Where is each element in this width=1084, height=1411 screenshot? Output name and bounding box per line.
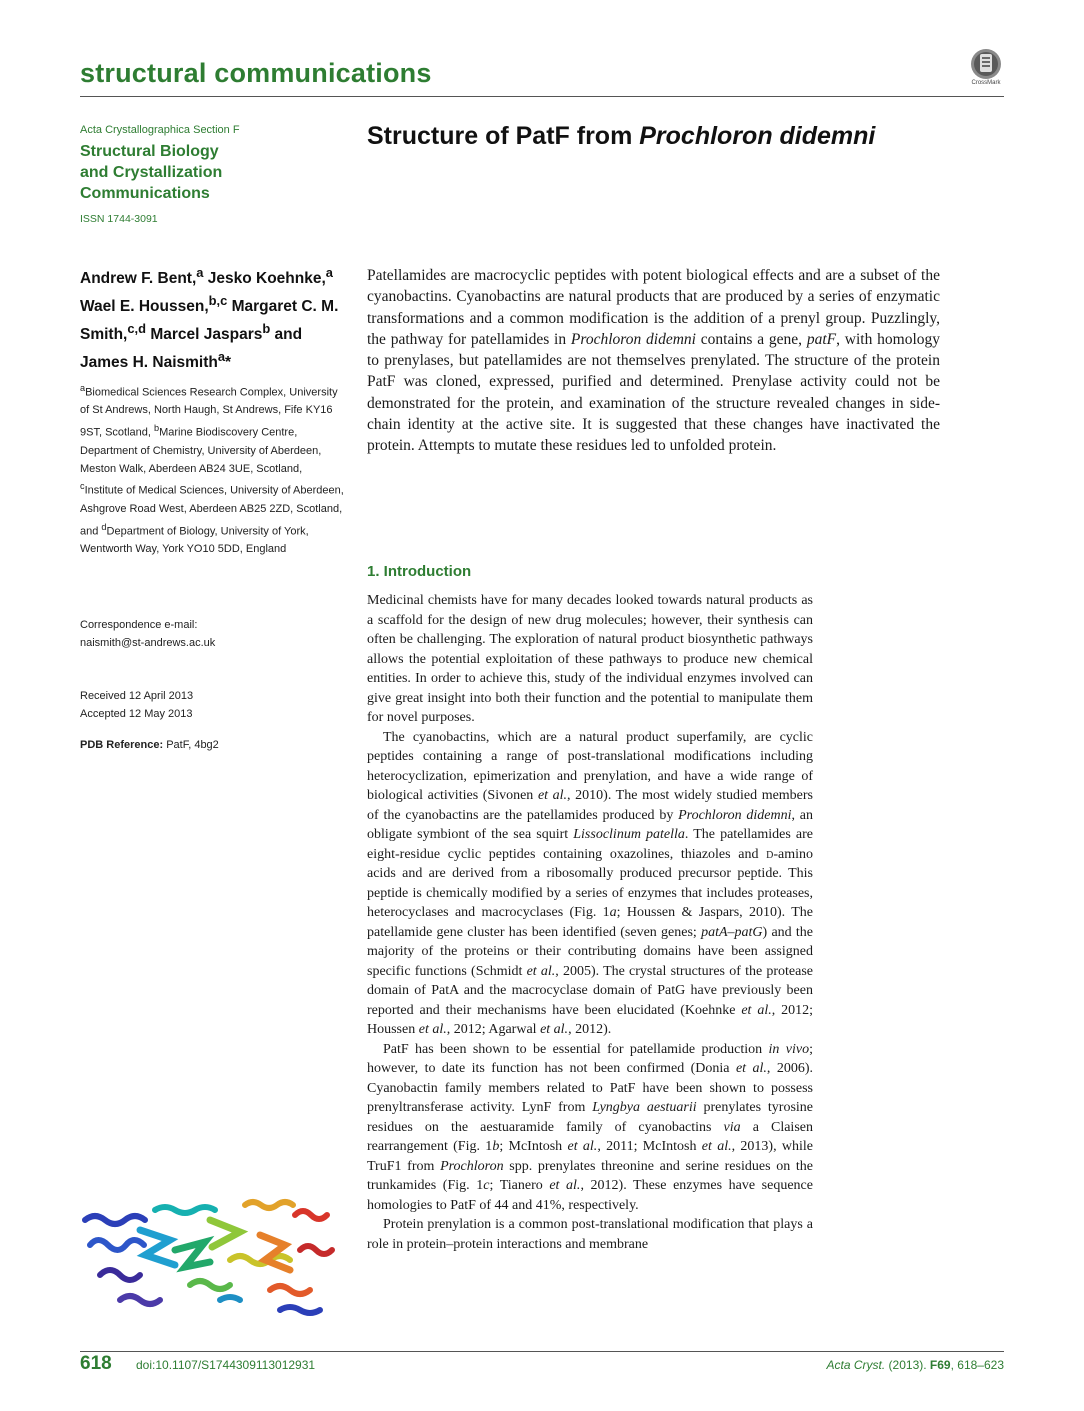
pdb-value: PatF, 4bg2 xyxy=(163,739,219,751)
text-run: ; McIntosh xyxy=(499,1139,568,1154)
affil-sup: d xyxy=(101,521,107,532)
abstract-italic: patF xyxy=(806,330,837,348)
italic-run: et al. xyxy=(567,1139,598,1154)
italic-run: Prochloron didemni xyxy=(678,807,792,823)
paragraph: Protein prenylation is a common post-translational modification that plays a role in protein–protein interactions and membrane xyxy=(367,1217,813,1252)
affil-sup: c xyxy=(80,481,85,492)
text-run: . The patellamides are eight-residue cyclic peptides containing oxazolines, thiazoles and xyxy=(367,827,814,862)
italic-run: in vivo xyxy=(768,1041,810,1057)
body-text xyxy=(367,591,813,1254)
affiliations xyxy=(80,380,345,559)
protein-structure-image xyxy=(80,1190,338,1320)
correspondence-label: Correspondence e-mail: xyxy=(80,619,198,631)
author-sup: b xyxy=(262,321,271,337)
journal-name-line: and Crystallization xyxy=(80,164,223,181)
author-sup: c,d xyxy=(127,321,147,337)
correspondence-email[interactable]: naismith@st-andrews.ac.uk xyxy=(80,636,216,649)
text-run: , 2005). The crystal structures of the protease domain of PatA and the macrocyclase domain of PatG have previously been reported and their mechanisms have been elucidated (Koehnke xyxy=(367,963,814,1018)
paragraph xyxy=(367,1040,813,1216)
author-sup: b,c xyxy=(208,293,228,309)
cite-volume: F69 xyxy=(929,1358,951,1372)
italic-run: Prochloron xyxy=(440,1158,504,1174)
text-run: , 2012; Houssen xyxy=(367,1002,813,1037)
journal-name xyxy=(80,141,345,204)
text-run: , 2006). Cyanobactin family members related to PatF have been shown to possess prenyltransferase activity. LynF from xyxy=(367,1061,813,1115)
author: Marcel Jaspars xyxy=(146,326,263,344)
text-run: , 2011; McIntosh xyxy=(597,1139,702,1154)
text-run: , an obligate symbiont of the sea squirt xyxy=(367,807,814,842)
text-run: ) and the majority of the proteins or their contributing domains have been assigned specific functions (Schmidt xyxy=(367,924,814,979)
affil-text: Department of Biology, University of York, Wentworth Way, York YO10 5DD, England xyxy=(80,525,309,555)
cite-pages: , 618–623 xyxy=(950,1358,1004,1372)
italic-run: c xyxy=(483,1178,490,1193)
affil-sup: b xyxy=(154,423,160,434)
correspondence xyxy=(80,617,345,653)
text-run: -amino acids and are derived from a ribosomally produced precursor peptide. This peptide is chemically modified by a series of enzymes that includes proteases, heterocyclases and macrocyclases (Fig. 1 xyxy=(367,846,813,920)
text-run: ; Houssen & Jaspars, 2010). The patellamide gene cluster has been identified (seven genes; xyxy=(367,905,813,940)
affil-sup: a xyxy=(80,383,86,393)
italic-run: b xyxy=(492,1139,500,1154)
author-sup: a xyxy=(196,265,204,280)
journal-name-line: Structural Biology xyxy=(80,143,219,160)
doi-link[interactable]: doi:10.1107/S1744309113012931 xyxy=(136,1358,316,1372)
cite-year: (2013). xyxy=(885,1358,930,1372)
italic-run: et al. xyxy=(537,788,568,803)
affil-text: Biomedical Sciences Research Complex, University of St Andrews, North Haugh, St Andrews, Fife KY16 9ST, Scotland, xyxy=(80,386,338,439)
abstract-italic: Prochloron didemni xyxy=(570,330,696,348)
title-italic: Prochloron didemni xyxy=(639,122,876,150)
page-number: 618 xyxy=(80,1353,112,1374)
footer-rule xyxy=(80,1351,1004,1352)
italic-run: et al. xyxy=(418,1022,447,1037)
affil-text: Marine Biodiscovery Centre, Department of Chemistry, University of Aberdeen, Meston Walk, Aberdeen AB24 3UE, Scotland, xyxy=(80,426,322,475)
abstract-text: , with homology to prenylases, but patellamides are not themselves prenylated. The structure of the protein PatF was cloned, expressed, purified and determined. Prenylase activity could not be demonstrated for the protein, and examination of the structure revealed changes in side-chain identity at the active site. It is suggested that these changes have inactivated the protein. Attempts to mutate these residues led to unfolded protein. xyxy=(367,330,940,455)
received-date: Received 12 April 2013 xyxy=(80,690,194,702)
italic-run: Lyngbya aestuarii xyxy=(592,1100,697,1115)
text-run: , 2012; Agarwal xyxy=(446,1022,541,1037)
crossmark-label: CrossMark xyxy=(971,80,1001,86)
italic-run: Lissoclinum patella xyxy=(573,827,685,842)
text-run: PatF has been shown to be essential for patellamide production xyxy=(383,1041,769,1057)
author: and James H. Naismith xyxy=(80,326,303,372)
abstract-text: Patellamides are macrocyclic peptides with potent biological effects and are a subset of the cyanobactins. Cyanobactins are natural products that are produced by a series of enzymatic transformations and a common modification is the addition of a prenyl group. Puzzlingly, the pathway for patellamides in xyxy=(367,267,940,348)
text-run: , 2012). xyxy=(568,1022,612,1037)
section-heading: 1. Introduction xyxy=(367,563,472,580)
section-title: structural communications xyxy=(80,58,432,88)
author: Wael E. Houssen, xyxy=(80,298,209,316)
text-run: a Claisen rearrangement (Fig. 1 xyxy=(367,1119,813,1154)
issn: ISSN 1744-3091 xyxy=(80,213,158,225)
text-run: ; Tianero xyxy=(489,1178,550,1193)
italic-run: et al. xyxy=(549,1178,581,1193)
italic-run: et al. xyxy=(701,1139,732,1154)
text-run: spp. prenylates threonine and serine residues on the trunkamides (Fig. 1 xyxy=(367,1158,813,1193)
abstract-text: contains a gene, xyxy=(695,330,807,348)
paper-title xyxy=(367,122,875,151)
cite-journal: Acta Cryst. xyxy=(826,1358,886,1372)
citation xyxy=(827,1358,1004,1372)
paragraph: Medicinal chemists have for many decades looked towards natural products as a scaffold for the design of new drug molecules; however, their synthesis can often be challenging. The exploration of natural product biosynthetic pathways allows the potential exploitation of these pathways to produce new chemical entities. In order to achieve this, study of the individual enzymes involved can give great insight into both their function and the potential to manipulate them for novel purposes. xyxy=(367,593,813,725)
author: Andrew F. Bent, xyxy=(80,270,197,288)
text-run: The cyanobactins, which are a natural product superfamily, are cyclic peptides containing a range of post-translational modifications including heterocyclization, epimerization and prenylation, and have a wide range of biological activities (Sivonen xyxy=(367,729,813,803)
journal-info xyxy=(80,124,345,225)
corresponding-star: * xyxy=(225,354,232,372)
italic-run: et al. xyxy=(526,963,556,979)
text-run: prenylates tyrosine residues on the aestuaramide family of cyanobactins xyxy=(367,1100,814,1135)
italic-run: et al. xyxy=(540,1022,569,1037)
text-run: , 2012). These enzymes have sequence homologies to PatF of 44 and 41%, respectively. xyxy=(367,1178,813,1213)
smallcaps-run: d xyxy=(766,846,774,862)
italic-run: a xyxy=(609,905,617,920)
author: Jesko Koehnke, xyxy=(203,270,326,288)
author: Margaret C. M. Smith, xyxy=(80,298,339,344)
text-run: , 2013), while TruF1 from xyxy=(367,1139,813,1174)
author-sup: a xyxy=(217,349,226,365)
italic-run: patA–patG xyxy=(701,924,763,940)
affil-text: Institute of Medical Sciences, University of Aberdeen, Ashgrove Road West, Aberdeen AB25 2ZD, Scotland, and xyxy=(80,484,344,538)
italic-run: et al. xyxy=(741,1002,772,1018)
author-sup: a xyxy=(325,265,333,280)
journal-series: Acta Crystallographica Section F xyxy=(80,124,240,136)
italic-run: et al. xyxy=(735,1061,767,1076)
author-list xyxy=(80,262,345,375)
abstract xyxy=(367,265,940,457)
text-run: ; however, to date its function has not been confirmed (Donia xyxy=(367,1041,813,1076)
paragraph xyxy=(367,728,813,1040)
header-rule xyxy=(80,96,1004,97)
pdb-reference xyxy=(80,737,345,755)
dates xyxy=(80,688,345,724)
pdb-label: PDB Reference: xyxy=(80,739,164,751)
accepted-date: Accepted 12 May 2013 xyxy=(80,707,193,720)
italic-run: via xyxy=(723,1119,741,1135)
journal-name-line: Communications xyxy=(80,185,210,202)
text-run: , 2010). The most widely studied members of the cyanobactins are the patellamides produced by xyxy=(367,788,814,823)
title-prefix: Structure of PatF from xyxy=(367,122,640,150)
